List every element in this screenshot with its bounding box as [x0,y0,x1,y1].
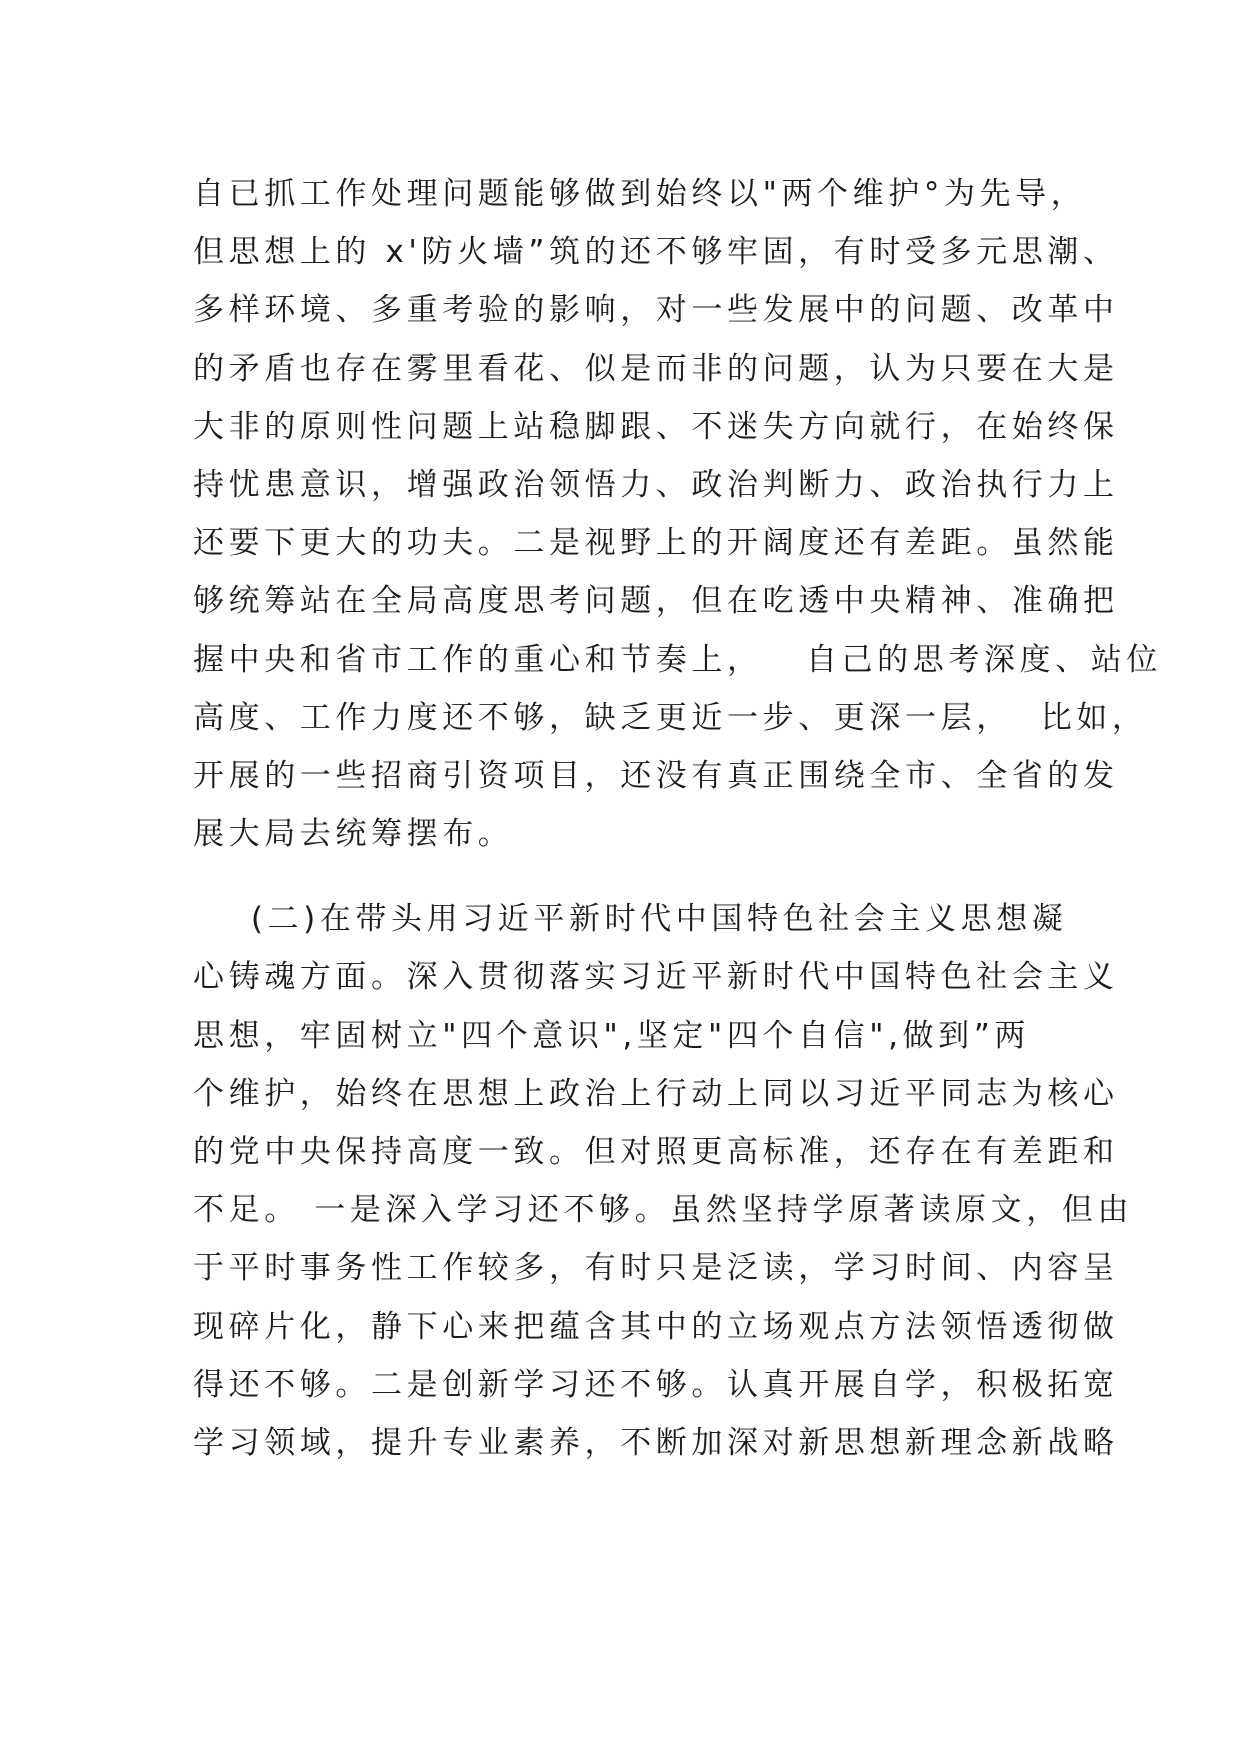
text-line: 多样环境、多重考验的影响，对一些发展中的问题、改革中 [193,292,1119,329]
text-line: 持忧患意识，增强政治领悟力、政治判断力、政治执行力上 [193,466,1119,503]
text-line: 但思想上的 x'防火墙”筑的还不够牢固，有时受多元思潮、 [193,234,1119,271]
text-line: 自已抓工作处理问题能够做到始终以"两个维护°为先导， [193,176,1087,212]
text-line: 的矛盾也存在雾里看花、似是而非的问题，认为只要在大是 [193,350,1119,387]
text-line: 得还不够。二是创新学习还不够。认真开展自学，积极拓宽 [193,1366,1119,1403]
paragraph-spacing [193,863,1073,890]
text-line: 够统筹站在全局高度思考问题，但在吃透中央精神、准确把 [193,583,1119,620]
text-line: 于平时事务性工作较多，有时只是泛读，学习时间、内容呈 [193,1250,1119,1287]
text-line: 个维护，始终在思想上政治上行动上同以习近平同志为核心 [193,1075,1119,1112]
text-line: 现碎片化，静下心来把蕴含其中的立场观点方法领悟透彻做 [193,1308,1119,1345]
body-text [193,165,1162,1472]
text-line: (二)在带头用习近平新时代中国特色社会主义思想凝 [193,901,1068,938]
text-line: 思想，牢固树立"四个意识",坚定"四个自信",做到”两 [193,1017,1031,1054]
text-line: 还要下更大的功夫。二是视野上的开阔度还有差距。虽然能 [193,525,1119,562]
text-line: 学习领域，提升专业素养，不断加深对新思想新理念新战略 [193,1424,1119,1461]
text-line: 开展的一些招商引资项目，还没有真正围绕全市、全省的发 [193,757,1119,794]
text-line: 展大局去统筹摆布。 [193,816,514,853]
text-line: 高度、工作力度还不够，缺乏更近一步、更深一层， 比如， [193,699,1148,736]
text-line: 握中央和省市工作的重心和节奏上， 自己的思考深度、站位 [193,641,1162,678]
paragraph-2 [193,890,1134,1472]
text-line: 的党中央保持高度一致。但对照更高标准，还存在有差距和 [193,1134,1119,1170]
paragraph-1 [193,165,1162,863]
text-line: 心铸魂方面。深入贯彻落实习近平新时代中国特色社会主义 [193,959,1119,996]
text-line: 大非的原则性问题上站稳脚跟、不迷失方向就行，在始终保 [193,408,1119,445]
text-line: 不足。 一是深入学习还不够。虽然坚持学原著读原文，但由 [193,1192,1134,1229]
